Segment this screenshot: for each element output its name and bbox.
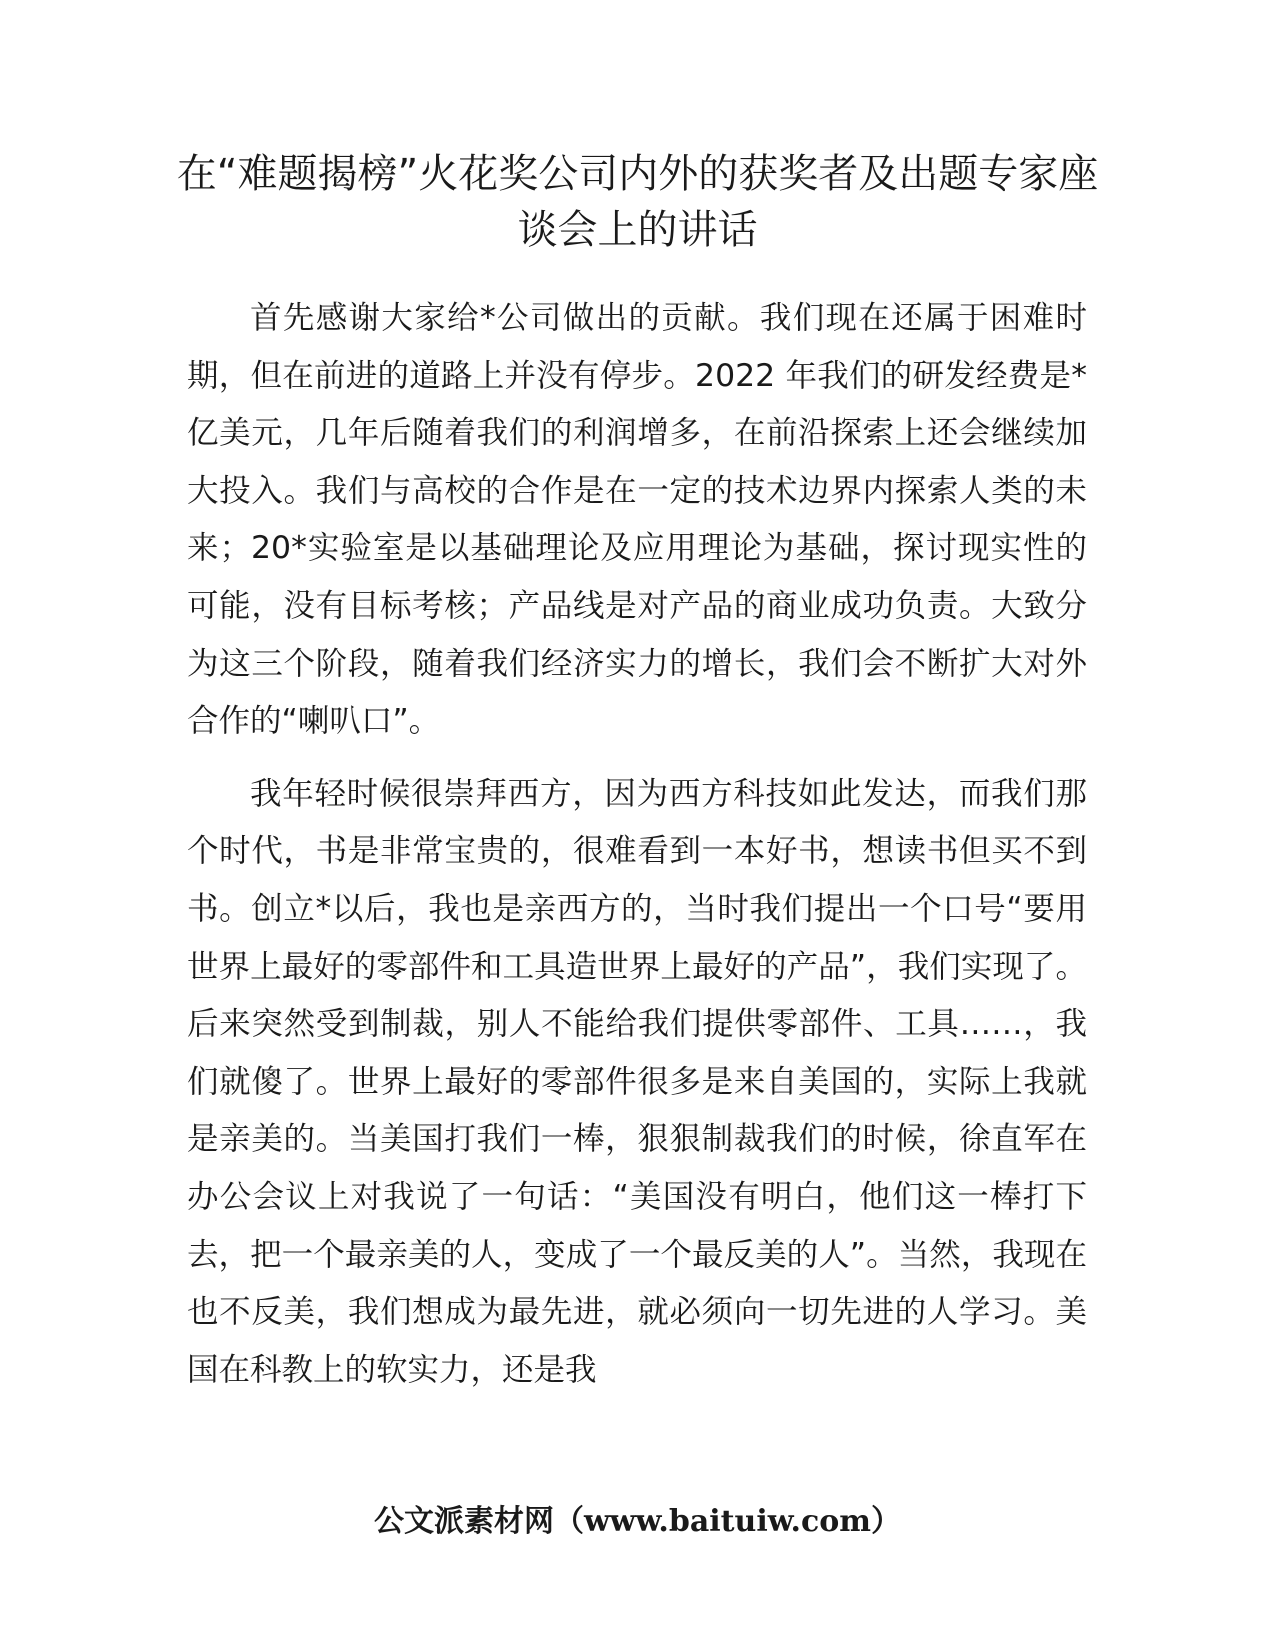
paragraph-1: 首先感谢大家给*公司做出的贡献。我们现在还属于困难时期，但在前进的道路上并没有停步。2022 年我们的研发经费是*亿美元，几年后随着我们的利润增多，在前沿探索上还会继续加大投入。我们与高校的合作是在一定的技术边界内探索人类的未来；20*实验室是以基础理论及应用理论为基础，探讨现实性的可能，没有目标考核；产品线是对产品的商业成功负责。大致分为这三个阶段，随着我们经济实力的增长，我们会不断扩大对外合作的“喇叭口”。	[187, 300, 1087, 740]
footer-watermark: 公文派素材网（www.baituiw.com）	[373, 1504, 902, 1539]
document-title: 在“难题揭榜”火花奖公司内外的获奖者及出题专家座谈会上的讲话	[176, 151, 1099, 253]
document-body	[187, 290, 1087, 1414]
paragraph-2: 我年轻时候很崇拜西方，因为西方科技如此发达，而我们那个时代，书是非常宝贵的，很难看到一本好书，想读书但买不到书。创立*以后，我也是亲西方的，当时我们提出一个口号“要用世界上最好的零部件和工具造世界上最好的产品”，我们实现了。后来突然受到制裁，别人不能给我们提供零部件、工具……，我们就傻了。世界上最好的零部件很多是来自美国的，实际上我就是亲美的。当美国打我们一棒，狠狠制裁我们的时候，徐直军在办公会议上对我说了一句话：“美国没有明白，他们这一棒打下去，把一个最亲美的人，变成了一个最反美的人”。当然，我现在也不反美，我们想成为最先进，就必须向一切先进的人学习。美国在科教上的软实力，还是我	[187, 775, 1087, 1388]
